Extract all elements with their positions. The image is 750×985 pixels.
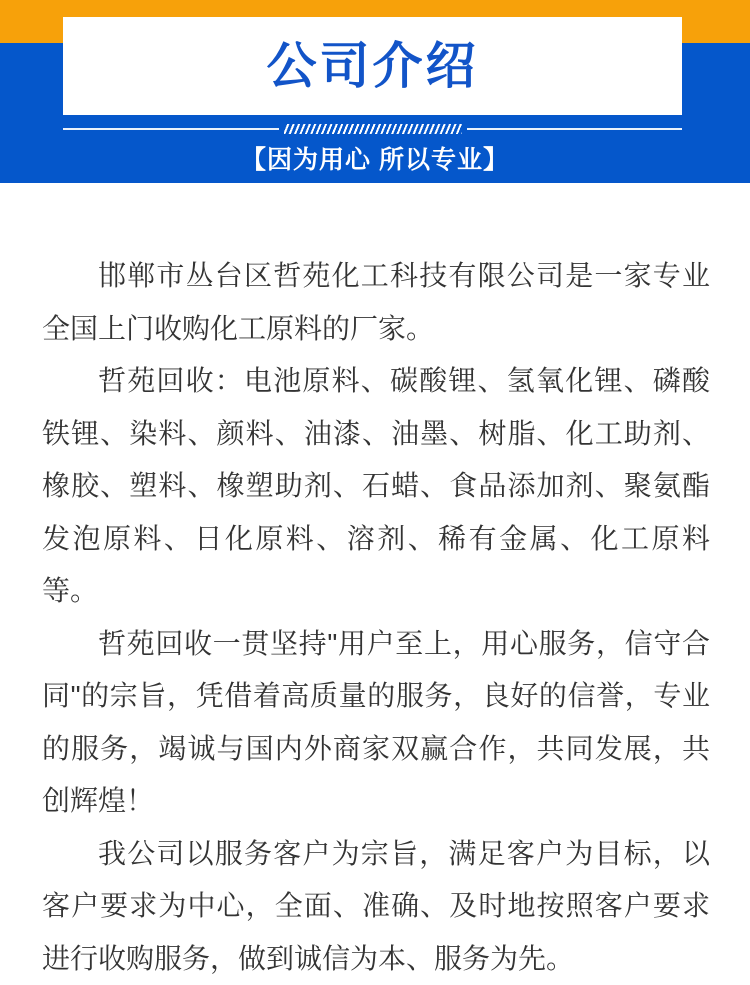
title-card	[63, 17, 682, 115]
tagline: 【因为用心 所以专业】	[0, 140, 750, 176]
company-introduction	[0, 183, 750, 985]
intro-paragraph: 邯郸市丛台区哲苑化工科技有限公司是一家专业全国上门收购化工原料的厂家。	[42, 250, 710, 355]
materials-paragraph: 哲苑回收：电池原料、碳酸锂、氢氧化锂、磷酸铁锂、染料、颜料、油漆、油墨、树脂、化工助剂、橡胶、塑料、橡塑助剂、石蜡、食品添加剂、聚氨酯发泡原料、日化原料、溶剂、稀有金属、化工原料等。	[42, 355, 710, 618]
service-paragraph: 我公司以服务客户为宗旨，满足客户为目标，以客户要求为中心，全面、准确、及时地按照客户要求进行收购服务，做到诚信为本、服务为先。	[42, 828, 710, 985]
header-divider	[63, 123, 682, 134]
principles-paragraph: 哲苑回收一贯坚持"用户至上，用心服务，信守合同"的宗旨，凭借着高质量的服务，良好的信誉，专业的服务，竭诚与国内外商家双赢合作，共同发展，共创辉煌！	[42, 618, 710, 828]
header-banner	[0, 0, 750, 183]
slash-hatch-icon	[284, 124, 462, 134]
divider-line-left	[63, 128, 279, 130]
page-title: 公司介绍	[267, 41, 479, 91]
divider-line-right	[467, 128, 683, 130]
